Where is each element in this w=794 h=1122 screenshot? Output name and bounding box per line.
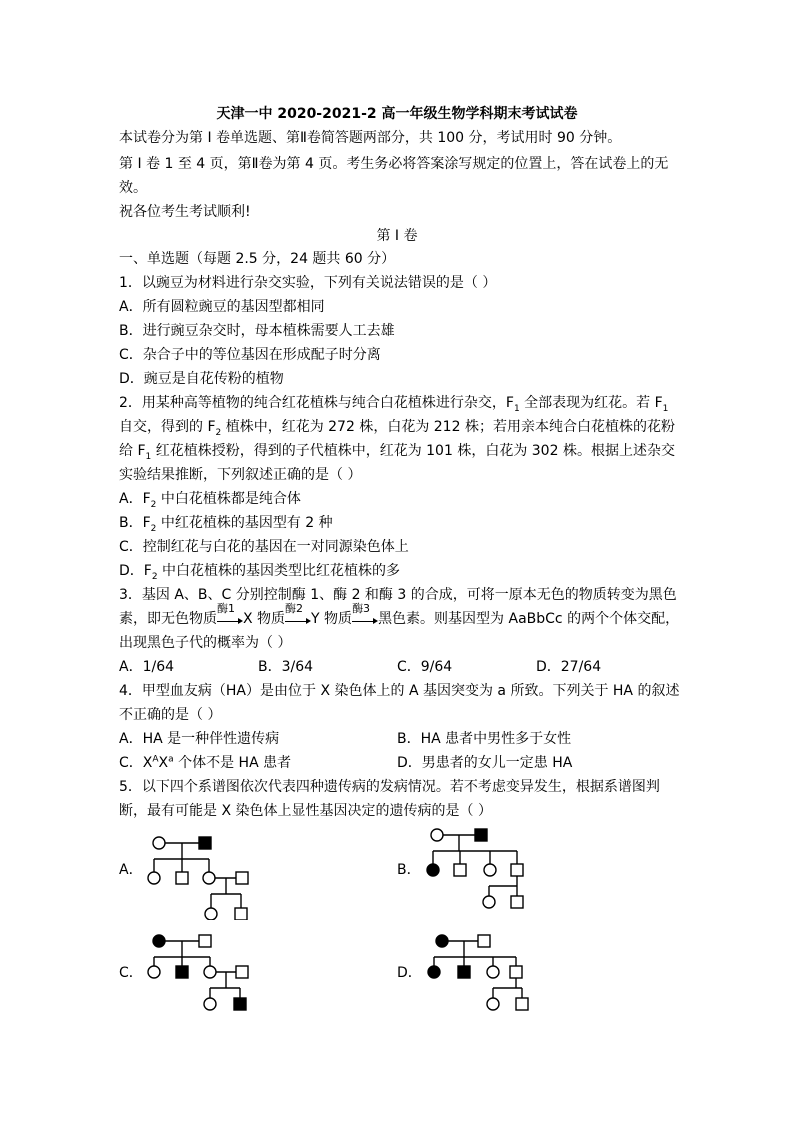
- q1-option-b: B．进行豌豆杂交时，母本植株需要人工去雄: [119, 323, 395, 339]
- q2-line-3: 给 $F_1$ 红花植株授粉，得到的子代植株中，红花为 101 株，白花为 302 株。根据上述杂交: [119, 443, 675, 462]
- q5-line-2: 断，最有可能是 X 染色体上显性基因决定的遗传病的是（ ）: [119, 803, 492, 819]
- q5-line-1: 5．以下四个系谱图依次代表四种遗传病的发病情况。若不考虑变异发生，根据系谱图判: [119, 779, 660, 795]
- pedigree-b: [418, 824, 538, 912]
- q2-option-a: A．$F_2$ 中白花植株都是纯合体: [119, 491, 301, 510]
- q3-line-1: 3．基因 A、B、C 分别控制酶 1、酶 2 和酶 3 的合成，可将一原本无色的物质转变为黑色: [119, 587, 677, 603]
- enzyme-2-arrow: 酶2: [285, 609, 311, 629]
- enzyme-1-arrow: 酶1: [217, 609, 243, 629]
- pedigree-b-label: B．: [397, 862, 421, 878]
- intro-line-4: 祝各位考生考试顺利!: [119, 204, 251, 220]
- q3-option-c: C．9/64: [397, 659, 453, 675]
- intro-line-2: 第 I 卷 1 至 4 页，第Ⅱ卷为第 4 页。考生务必将答案涂写规定的位置上，答在试卷上的无: [119, 156, 669, 172]
- pedigree-d: [418, 930, 538, 1018]
- intro-line-3: 效。: [119, 180, 147, 196]
- q4-option-b: B．HA 患者中男性多于女性: [397, 731, 572, 747]
- q2-option-c: C．控制红花与白花的基因在一对同源染色体上: [119, 539, 409, 555]
- q1-option-a: A．所有圆粒豌豆的基因型都相同: [119, 299, 325, 315]
- q4-option-c: C．$X^AX^a$ 个体不是 HA 患者: [119, 754, 292, 771]
- pedigree-d-label: D．: [397, 965, 422, 981]
- part1-header: 一、单选题（每题 2.5 分，24 题共 60 分）: [119, 251, 396, 267]
- intro-line-1: 本试卷分为第 I 卷单选题、第Ⅱ卷简答题两部分，共 100 分，考试用时 90 分钟。: [119, 130, 622, 146]
- q2-line-2: 自交，得到的 $F_2$ 植株中，红花为 272 株，白花为 212 株；若用亲本纯合白花植株的花粉: [119, 419, 675, 438]
- pedigree-c: [140, 930, 260, 1018]
- q1-stem: 1．以豌豆为材料进行杂交实验，下列有关说法错误的是（ ）: [119, 275, 497, 291]
- q4-option-a: A．HA 是一种伴性遗传病: [119, 731, 280, 747]
- pedigree-a-label: A．: [119, 862, 143, 878]
- q4-line-2: 不正确的是（ ）: [119, 707, 222, 723]
- q1-option-c: C．杂合子中的等位基因在形成配子时分离: [119, 347, 381, 363]
- enzyme-3-arrow: 酶3: [352, 609, 378, 629]
- q3-option-b: B．3/64: [258, 659, 314, 675]
- pedigree-c-label: C．: [119, 965, 143, 981]
- q2-line-1: 2．用某种高等植物的纯合红花植株与纯合白花植株进行杂交，$F_1$ 全部表现为红花。若 $F_1$: [119, 395, 669, 414]
- q3-line-3: 出现黑色子代的概率为（ ）: [119, 635, 292, 651]
- pedigree-a: [140, 832, 260, 920]
- q2-option-b: B．$F_2$ 中红花植株的基因型有 2 种: [119, 515, 333, 534]
- q3-line-2: 素，即无色物质 酶1 X 物质 酶2 Y 物质 酶3 黑色素。则基因型为 AaBbCc 的两个个体交配，: [119, 602, 680, 627]
- section-title: 第 I 卷: [376, 228, 418, 244]
- q4-option-d: D．男患者的女儿一定患 HA: [397, 755, 573, 771]
- q3-option-d: D．27/64: [536, 659, 602, 675]
- q1-option-d: D．豌豆是自花传粉的植物: [119, 371, 284, 387]
- q4-line-1: 4．甲型血友病（HA）是由位于 X 染色体上的 A 基因突变为 a 所致。下列关于 HA 的叙述: [119, 683, 680, 699]
- q3-option-a: A．1/64: [119, 659, 175, 675]
- q2-line-4: 实验结果推断，下列叙述正确的是（ ）: [119, 467, 362, 483]
- q2-option-d: D．$F_2$ 中白花植株的基因类型比红花植株的多: [119, 563, 401, 582]
- exam-title: 天津一中 2020-2021-2 高一年级生物学科期末考试试卷: [216, 106, 578, 122]
